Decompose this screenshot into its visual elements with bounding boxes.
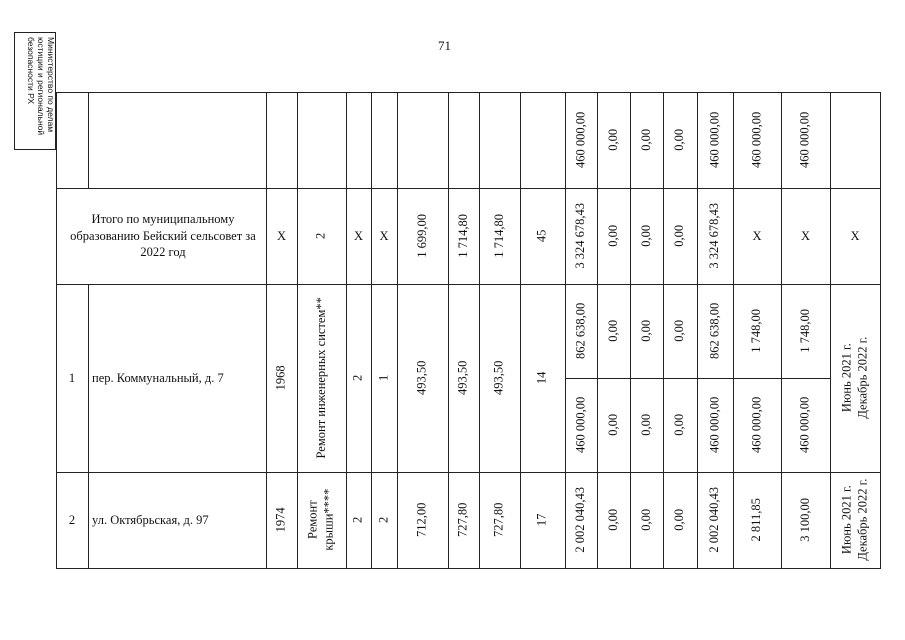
row1-number: 1	[68, 370, 76, 385]
row2-c12: 0,00	[605, 509, 620, 531]
row2-c13: 0,00	[638, 509, 653, 531]
row1-dates-end: Декабрь 2022 г.	[855, 336, 869, 420]
total-c4: 2	[313, 232, 328, 240]
row1a-c14: 0,00	[672, 320, 687, 342]
total-c3: X	[276, 228, 287, 243]
row2-c5: 2	[350, 516, 365, 524]
row1a-c11: 862 638,00	[573, 302, 588, 360]
row2-c9: 727,80	[491, 502, 506, 538]
row1a-c13: 0,00	[638, 320, 653, 342]
row1-c9: 493,50	[491, 360, 506, 396]
row1a-c15: 862 638,00	[707, 302, 722, 360]
row2-work-line2: крыши****	[321, 488, 336, 552]
row1b-c17: 460 000,00	[797, 396, 812, 454]
row2-dates-start: Июнь 2021 г.	[839, 485, 854, 555]
row1a-c16: 1 748,00	[749, 309, 764, 353]
total-c15: 3 324 678,43	[707, 203, 722, 269]
total-c14: 0,00	[672, 225, 687, 247]
row1b-c13: 0,00	[638, 414, 653, 436]
total-c16: X	[752, 228, 762, 243]
cell-cont-c14: 0,00	[672, 129, 687, 151]
row1b-c16: 460 000,00	[749, 396, 764, 454]
stamp-line-2: юстиции и региональной	[36, 37, 46, 136]
total-c5: X	[353, 228, 364, 243]
total-c6: X	[379, 228, 389, 243]
row2-c8: 727,80	[455, 502, 470, 538]
row1-c7: 493,50	[414, 360, 429, 396]
cell-cont-c13: 0,00	[638, 129, 653, 151]
row1-c6: 1	[376, 374, 391, 382]
total-c18: X	[850, 228, 860, 243]
row2-number: 2	[68, 512, 76, 527]
row2-dates-end: Декабрь 2022 г.	[855, 478, 869, 562]
row1-c8: 493,50	[455, 360, 470, 396]
row1b-c11: 460 000,00	[573, 396, 588, 454]
row1a-c12: 0,00	[605, 320, 620, 342]
row1-address: пер. Коммунальный, д. 7	[92, 370, 224, 385]
row2-address: ул. Октябрьская, д. 97	[92, 512, 209, 527]
cell-cont-c17: 460 000,00	[797, 111, 812, 169]
row1-work-type: Ремонт инженерных систем**	[313, 297, 328, 459]
row2-work-type	[306, 489, 337, 551]
row2-c17: 3 100,00	[797, 498, 812, 542]
row1b-c14: 0,00	[672, 414, 687, 436]
row2-c16: 2 811,85	[749, 498, 764, 542]
row2-year: 1974	[273, 507, 288, 533]
row2-c15: 2 002 040,43	[707, 487, 722, 553]
total-c7: 1 699,00	[414, 214, 429, 258]
row2-dates	[839, 479, 870, 561]
total-c10: 45	[534, 229, 549, 243]
row2-c10: 17	[534, 513, 549, 527]
total-label: Итого по муниципальному образованию Бейский сельсовет за 2022 год	[70, 211, 256, 260]
row1b-c15: 460 000,00	[707, 396, 722, 454]
total-c17: X	[800, 228, 811, 243]
total-c8: 1 714,80	[455, 214, 470, 258]
row1a-c17: 1 748,00	[797, 309, 812, 353]
total-c11: 3 324 678,43	[573, 203, 588, 269]
cell-cont-c11: 460 000,00	[573, 111, 588, 169]
row2-c6: 2	[376, 516, 391, 524]
stamp-line-1: Министерство по делам	[46, 37, 56, 133]
row1-year: 1968	[273, 365, 288, 391]
page-number: 71	[438, 38, 451, 53]
cell-cont-c15: 460 000,00	[707, 111, 722, 169]
row2-c14: 0,00	[672, 509, 687, 531]
row2-c11: 2 002 040,43	[573, 487, 588, 553]
total-c12: 0,00	[605, 225, 620, 247]
cell-cont-c12: 0,00	[605, 129, 620, 151]
total-c9: 1 714,80	[491, 214, 506, 258]
row2-c7: 712,00	[414, 502, 429, 538]
total-c13: 0,00	[638, 225, 653, 247]
row1-c10: 14	[534, 371, 549, 385]
row1-dates	[839, 337, 870, 419]
row1b-c12: 0,00	[605, 414, 620, 436]
row1-c5: 2	[350, 374, 365, 382]
stamp-line-3: безопасности РХ	[26, 37, 36, 105]
row2-work-line1: Ремонт	[305, 500, 320, 540]
row1-dates-start: Июнь 2021 г.	[839, 343, 854, 413]
cell-cont-c16: 460 000,00	[749, 111, 764, 169]
